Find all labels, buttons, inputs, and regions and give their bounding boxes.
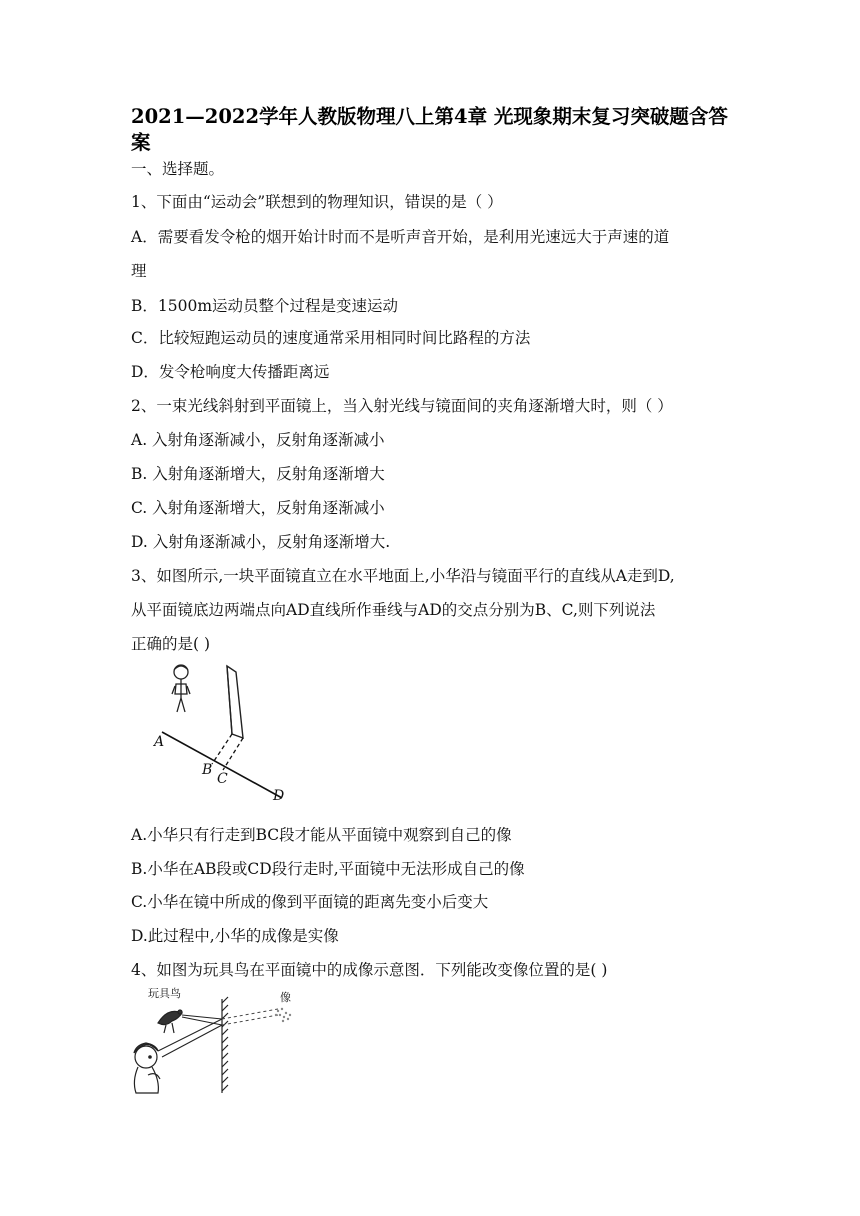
q1-option-a-cont: 理: [131, 262, 147, 280]
q3-option-a: A.小华只有行走到BC段才能从平面镜中观察到自己的像: [131, 826, 512, 844]
mirror-icon: [222, 997, 228, 1093]
q1-option-c: C．比较短跑运动员的速度通常采用相同时间比路程的方法: [131, 329, 531, 347]
q3-stem-line2: 从平面镜底边两端点向AD直线所作垂线与AD的交点分别为B、C,则下列说法: [131, 601, 656, 619]
section-heading: 一、选择题。: [131, 160, 225, 178]
q2-option-a: A. 入射角逐渐减小，反射角逐渐减小: [131, 431, 385, 449]
child-figure: [172, 665, 190, 712]
q2-stem: 2、一束光线斜射到平面镜上，当入射光线与镜面间的夹角逐渐增大时，则（ ）: [131, 397, 673, 415]
image-label: 像: [280, 991, 291, 1004]
q3-mirror-figure: [150, 660, 300, 810]
label-b: B: [202, 762, 213, 778]
q4-toy-bird-figure: [128, 985, 308, 1097]
label-d: D: [273, 788, 285, 804]
q4-stem: 4、如图为玩具鸟在平面镜中的成像示意图．下列能改变像位置的是( ): [131, 961, 608, 979]
q3-stem-line3: 正确的是( ): [131, 635, 211, 653]
bird-label: 玩具鸟: [148, 987, 181, 1000]
q2-option-b: B. 入射角逐渐增大，反射角逐渐增大: [131, 465, 385, 483]
q1-stem: 1、下面由“运动会”联想到的物理知识，错误的是（ ）: [131, 193, 503, 211]
toy-bird-icon: [158, 1010, 182, 1033]
document-title: 2021—2022学年人教版物理八上第4章 光现象期末复习突破题含答案: [131, 105, 728, 154]
q2-option-c: C. 入射角逐渐增大，反射角逐渐减小: [131, 499, 385, 517]
path-line-ad: [162, 732, 282, 798]
q3-option-c: C.小华在镜中所成的像到平面镜的距离先变小后变大: [131, 893, 489, 911]
q1-option-a: A．需要看发令枪的烟开始计时而不是听声音开始，是利用光速远大于声速的道: [131, 228, 670, 246]
q2-option-d: D. 入射角逐渐减小，反射角逐渐增大.: [131, 533, 391, 551]
virtual-rays: [222, 1009, 278, 1025]
q3-option-d: D.此过程中,小华的成像是实像: [131, 927, 339, 945]
label-a: A: [154, 734, 165, 750]
label-c: C: [217, 771, 228, 787]
q3-stem-line1: 3、如图所示,一块平面镜直立在水平地面上,小华沿与镜面平行的直线从A走到D,: [131, 567, 675, 585]
plane-mirror: [227, 666, 243, 738]
girl-observer-icon: [134, 1043, 160, 1093]
q1-option-d: D．发令枪响度大传播距离远: [131, 363, 330, 381]
q1-option-b: B．1500m运动员整个过程是变速运动: [131, 297, 399, 315]
q3-option-b: B.小华在AB段或CD段行走时,平面镜中无法形成自己的像: [131, 860, 525, 878]
perp-line-b: [212, 734, 232, 764]
